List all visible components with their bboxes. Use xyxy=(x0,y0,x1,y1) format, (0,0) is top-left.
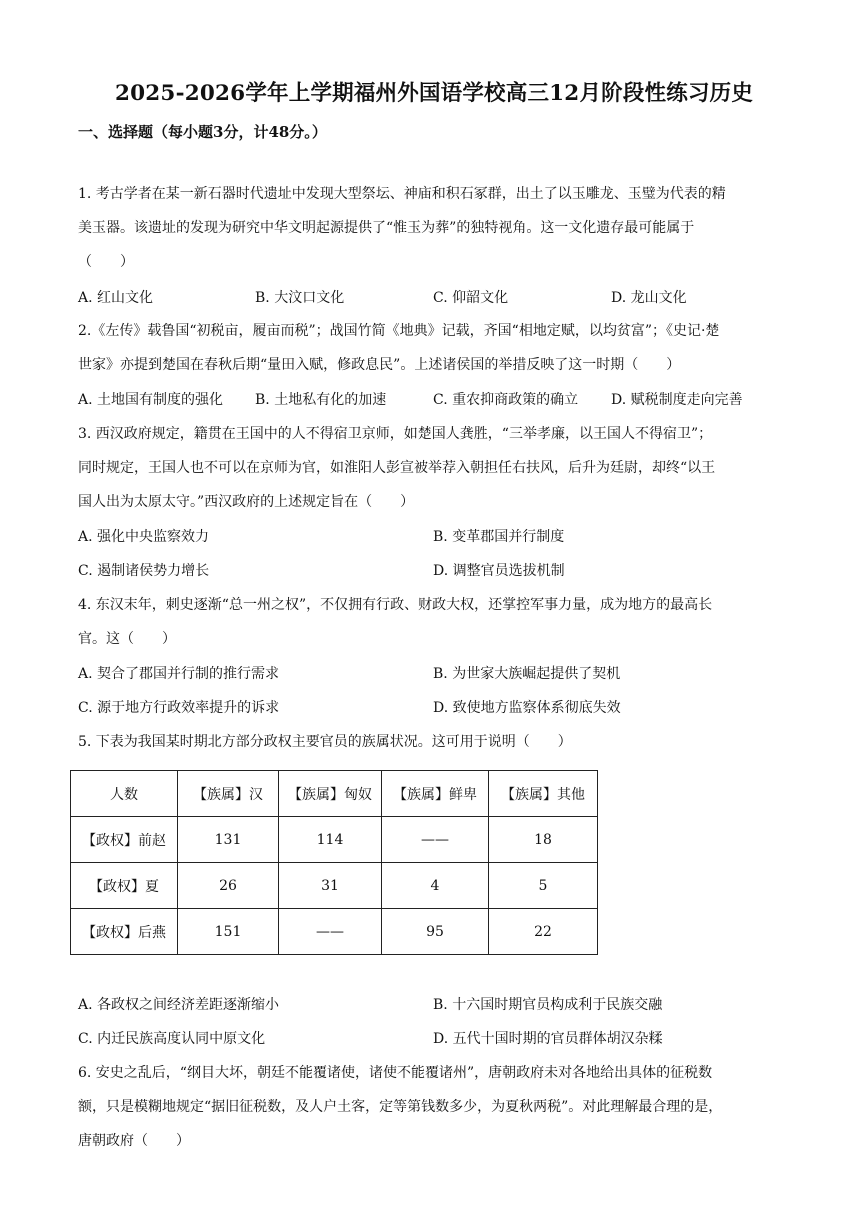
q5-option-c[interactable]: C. 内迁民族高度认同中原文化 xyxy=(78,1031,266,1047)
page-title: 2025-2026学年上学期福州外国语学校高三12月阶段性练习历史 xyxy=(114,81,754,106)
table-cell: 95 xyxy=(382,909,489,955)
table-row xyxy=(71,817,598,863)
officials-ethnicity-table xyxy=(70,770,598,955)
q1-option-b[interactable]: B. 大汶口文化 xyxy=(255,290,345,306)
q3-option-b[interactable]: B. 变革郡国并行制度 xyxy=(433,529,565,545)
table-header-cell: 【族属】汉 xyxy=(178,771,279,817)
table-cell: 151 xyxy=(178,909,279,955)
table-cell: 114 xyxy=(279,817,382,863)
q3-line-3: 国人出为太原太守。”西汉政府的上述规定旨在（ ） xyxy=(78,494,415,510)
q1-line-1: 1. 考古学者在某一新石器时代遗址中发现大型祭坛、神庙和积石冢群，出土了以玉雕龙、玉璧为代表的精 xyxy=(78,186,726,202)
q4-option-a[interactable]: A. 契合了郡国并行制的推行需求 xyxy=(78,666,280,682)
table-cell: 【政权】后燕 xyxy=(71,909,178,955)
q3-option-a[interactable]: A. 强化中央监察效力 xyxy=(78,529,210,545)
table-header-cell: 人数 xyxy=(71,771,178,817)
table-header-cell: 【族属】其他 xyxy=(489,771,598,817)
table-cell: 31 xyxy=(279,863,382,909)
table-cell: —— xyxy=(279,909,382,955)
q6-line-3: 唐朝政府（ ） xyxy=(78,1133,190,1149)
q3-option-c[interactable]: C. 遏制诸侯势力增长 xyxy=(78,563,210,579)
table-row xyxy=(71,909,598,955)
q6-line-1: 6. 安史之乱后，“纲目大坏，朝廷不能覆诸使，诸使不能覆诸州”，唐朝政府未对各地给出具体的征税数 xyxy=(78,1065,713,1081)
q2-option-d[interactable]: D. 赋税制度走向完善 xyxy=(611,392,743,408)
table-cell: 26 xyxy=(178,863,279,909)
table-cell: 131 xyxy=(178,817,279,863)
table-cell: —— xyxy=(382,817,489,863)
q2-line-1: 2.《左传》载鲁国“初税亩，履亩而税”；战国竹简《地典》记载，齐国“相地定赋，以均贫富”；《史记·楚 xyxy=(78,323,720,339)
table-header-row xyxy=(71,771,598,817)
q2-line-2: 世家》亦提到楚国在春秋后期“量田入赋，修政息民”。上述诸侯国的举措反映了这一时期（ ） xyxy=(78,357,681,373)
q4-line-2: 官。这（ ） xyxy=(78,631,176,647)
table-cell: 【政权】前赵 xyxy=(71,817,178,863)
q2-option-b[interactable]: B. 土地私有化的加速 xyxy=(255,392,387,408)
q1-option-c[interactable]: C. 仰韶文化 xyxy=(433,290,509,306)
q5-option-d[interactable]: D. 五代十国时期的官员群体胡汉杂糅 xyxy=(433,1031,663,1047)
table-cell: 4 xyxy=(382,863,489,909)
table-cell: 22 xyxy=(489,909,598,955)
q4-line-1: 4. 东汉末年，刺史逐渐“总一州之权”，不仅拥有行政、财政大权，还掌控军事力量，成为地方的最高长 xyxy=(78,597,713,613)
table-row xyxy=(71,863,598,909)
q5-line-1: 5. 下表为我国某时期北方部分政权主要官员的族属状况。这可用于说明（ ） xyxy=(78,734,572,750)
q6-line-2: 额，只是模糊地规定“据旧征税数，及人户土客，定等第钱数多少，为夏秋两税”。对此理解最合理的是， xyxy=(78,1099,723,1115)
section-heading: 一、选择题（每小题3分，计48分。） xyxy=(78,123,327,141)
q1-option-a[interactable]: A. 红山文化 xyxy=(78,290,154,306)
q1-option-d[interactable]: D. 龙山文化 xyxy=(611,290,687,306)
table-cell: 【政权】夏 xyxy=(71,863,178,909)
q4-option-d[interactable]: D. 致使地方监察体系彻底失效 xyxy=(433,700,621,716)
table-header-cell: 【族属】鲜卑 xyxy=(382,771,489,817)
q2-option-c[interactable]: C. 重农抑商政策的确立 xyxy=(433,392,579,408)
q4-option-b[interactable]: B. 为世家大族崛起提供了契机 xyxy=(433,666,621,682)
table-cell: 18 xyxy=(489,817,598,863)
table-cell: 5 xyxy=(489,863,598,909)
table-header-cell: 【族属】匈奴 xyxy=(279,771,382,817)
q5-option-a[interactable]: A. 各政权之间经济差距逐渐缩小 xyxy=(78,997,280,1013)
q1-line-2: 美玉器。该遗址的发现为研究中华文明起源提供了“惟玉为葬”的独特视角。这一文化遗存最可能属于 xyxy=(78,220,695,236)
q1-line-3: （ ） xyxy=(78,254,134,270)
q3-line-2: 同时规定，王国人也不可以在京师为官，如淮阳人彭宣被举荐入朝担任右扶风，后升为廷尉，却终“以王 xyxy=(78,460,716,476)
q4-option-c[interactable]: C. 源于地方行政效率提升的诉求 xyxy=(78,700,280,716)
q3-line-1: 3. 西汉政府规定，籍贯在王国中的人不得宿卫京师，如楚国人龚胜，“三举孝廉，以王国人不得宿卫”； xyxy=(78,426,713,442)
q5-option-b[interactable]: B. 十六国时期官员构成利于民族交融 xyxy=(433,997,663,1013)
q3-option-d[interactable]: D. 调整官员选拔机制 xyxy=(433,563,565,579)
q2-option-a[interactable]: A. 土地国有制度的强化 xyxy=(78,392,224,408)
